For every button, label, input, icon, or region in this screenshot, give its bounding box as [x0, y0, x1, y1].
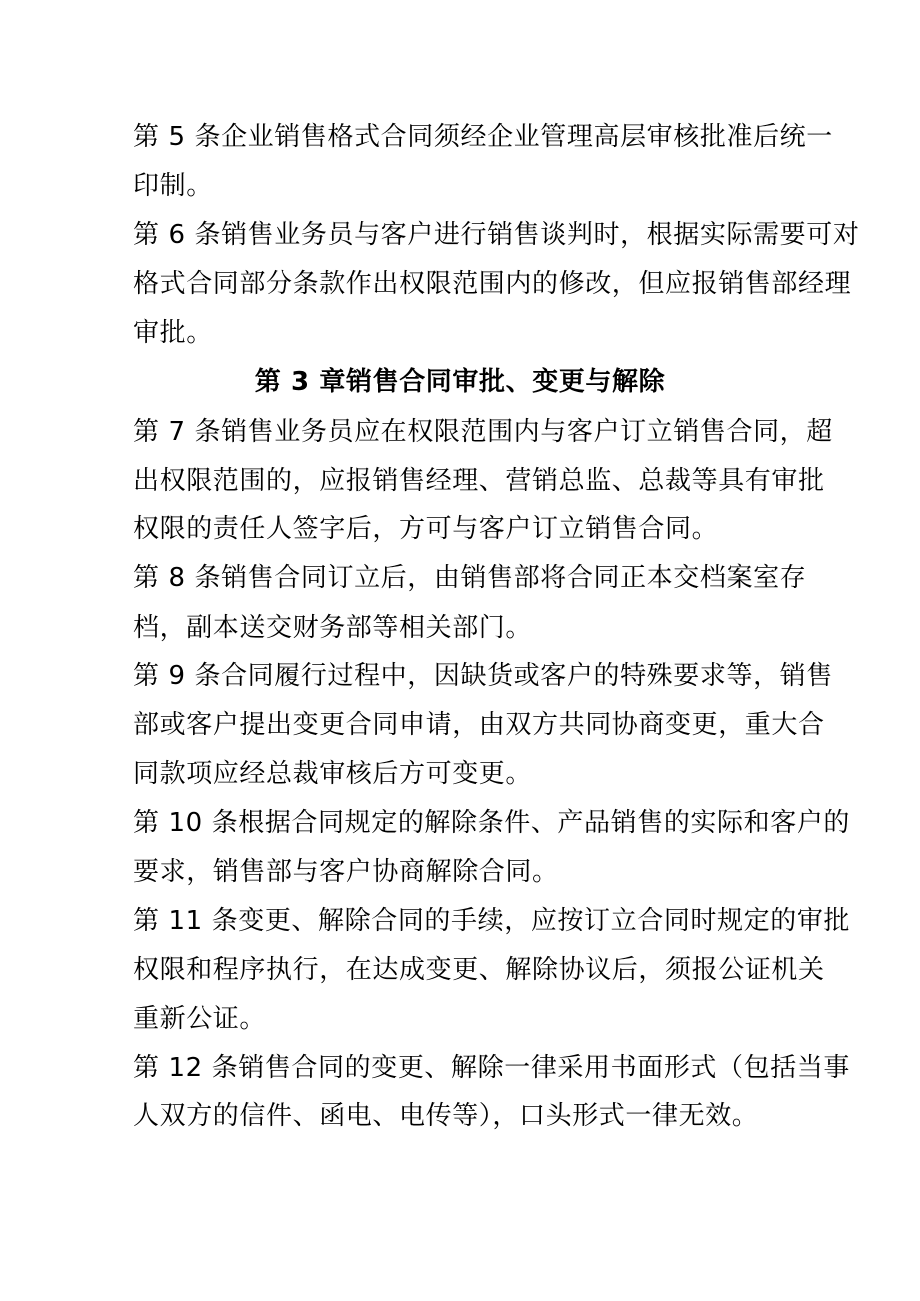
- article-9-line-1: 第 9 条合同履行过程中，因缺货或客户的特殊要求等，销售: [133, 661, 833, 691]
- article-11-line-2: 权限和程序执行，在达成变更、解除协议后，须报公证机关: [133, 955, 825, 985]
- article-7-line-1: 第 7 条销售业务员应在权限范围内与客户订立销售合同，超: [133, 417, 833, 447]
- article-6-line-3: 审批。: [133, 318, 213, 348]
- article-12-line-2: 人双方的信件、函电、电传等），口头形式一律无效。: [133, 1101, 759, 1131]
- article-7-line-2: 出权限范围的，应报销售经理、营销总监、总裁等具有审批: [133, 466, 825, 496]
- chapter-3-heading: 第 3 章销售合同审批、变更与解除: [254, 367, 666, 397]
- article-10-line-2: 要求，销售部与客户协商解除合同。: [133, 857, 559, 887]
- article-11-line-1: 第 11 条变更、解除合同的手续，应按订立合同时规定的审批: [133, 906, 851, 936]
- article-7-line-3: 权限的责任人签字后，方可与客户订立销售合同。: [133, 514, 719, 544]
- article-8-line-2: 档，副本送交财务部等相关部门。: [133, 613, 533, 643]
- article-8-line-1: 第 8 条销售合同订立后，由销售部将合同正本交档案室存: [133, 563, 807, 593]
- article-6-line-2: 格式合同部分条款作出权限范围内的修改，但应报销售部经理: [133, 269, 852, 299]
- article-5-line-2: 印制。: [133, 171, 213, 201]
- article-9-line-3: 同款项应经总裁审核后方可变更。: [133, 759, 533, 789]
- article-5-line-1: 第 5 条企业销售格式合同须经企业管理高层审核批准后统一: [133, 122, 833, 152]
- article-12-line-1: 第 12 条销售合同的变更、解除一律采用书面形式（包括当事: [133, 1053, 851, 1083]
- article-6-line-1: 第 6 条销售业务员与客户进行销售谈判时，根据实际需要可对: [133, 220, 860, 250]
- article-11-line-3: 重新公证。: [133, 1004, 267, 1034]
- article-9-line-2: 部或客户提出变更合同申请，由双方共同协商变更，重大合: [133, 710, 825, 740]
- article-10-line-1: 第 10 条根据合同规定的解除条件、产品销售的实际和客户的: [133, 808, 851, 838]
